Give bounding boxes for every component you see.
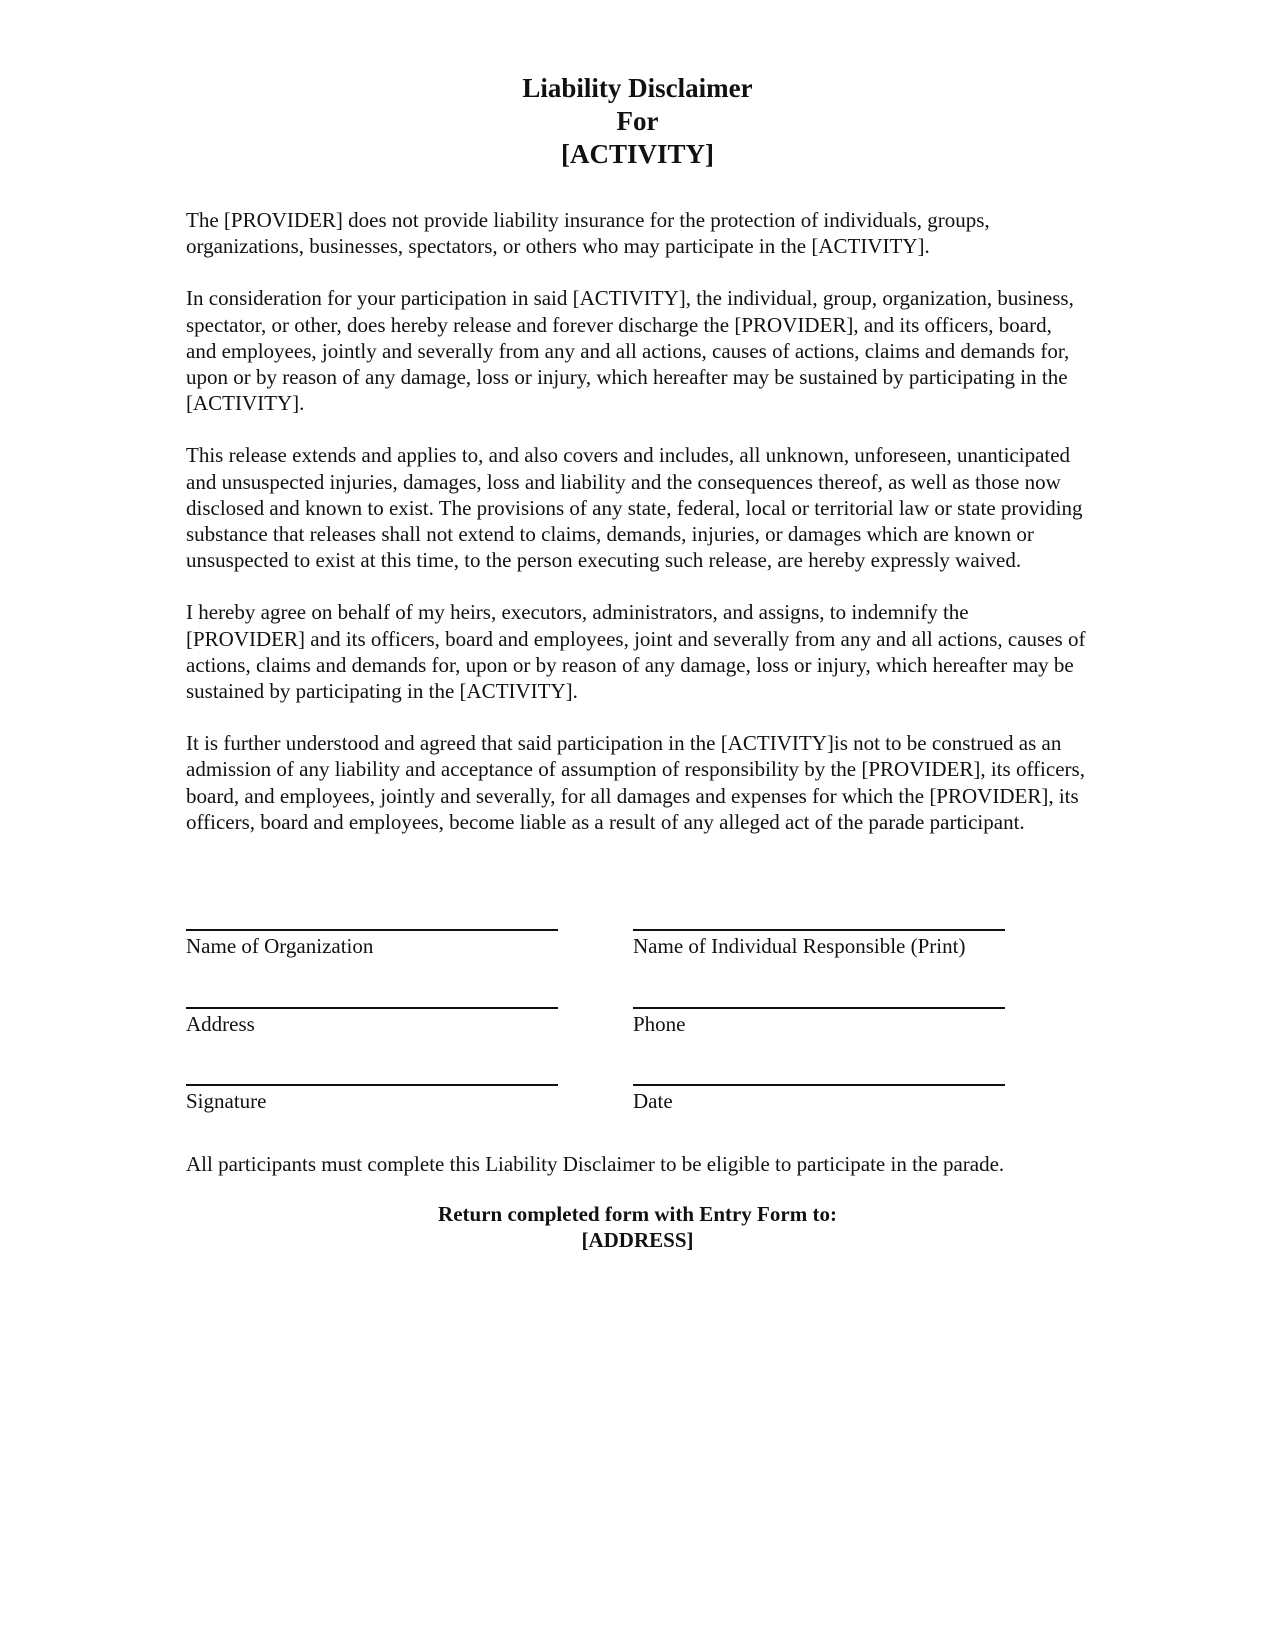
address-signature-line[interactable] [186, 1007, 558, 1009]
individual-signature-line[interactable] [633, 929, 1005, 931]
paragraph-no-admission: It is further understood and agreed that said participation in the [ACTIVITY]is not to be construed as an admission of any liability and acceptance of assumption of responsibility by the [PROVIDER], its officers, board, and employees, jointly and severally, for all damages and expenses for which the [PROVIDER], its officers, board and employees, become liable as a result of any alleged act of the parade participant. [186, 731, 1085, 834]
document-title [0, 72, 1275, 171]
signature-row-signature [0, 1084, 1275, 1134]
title-line-3: [ACTIVITY] [560, 139, 714, 169]
organization-label: Name of Organization [186, 934, 374, 958]
return-instructions [0, 1201, 1275, 1253]
date-label: Date [633, 1089, 673, 1113]
disclaimer-body [186, 207, 1086, 861]
signature-row-organization [0, 929, 1275, 979]
signature-label: Signature [186, 1089, 267, 1113]
paragraph-unknown-injuries: This release extends and applies to, and also covers and includes, all unknown, unforeseen, unanticipated and unsuspected injuries, damages, loss and liability and the consequences thereof, as well as those now disclosed and known to exist. The provisions of any state, federal, local or territorial law or state providing substance that releases shall not extend to claims, demands, injuries, or damages which are known or unsuspected to exist at this time, to the person executing such release, are hereby expressly waived. [186, 443, 1083, 573]
phone-label: Phone [633, 1012, 686, 1036]
date-signature-line[interactable] [633, 1084, 1005, 1086]
signature-row-address [0, 1007, 1275, 1057]
paragraph-indemnify: I hereby agree on behalf of my heirs, executors, administrators, and assigns, to indemnify the [PROVIDER] and its officers, board and employees, joint and severally from any and all actions, causes of actions, claims and demands for, upon or by reason of any damage, loss or injury, which hereafter may be sustained by participating in the [ACTIVITY]. [186, 600, 1086, 704]
organization-signature-line[interactable] [186, 929, 558, 931]
paragraph-release: In consideration for your participation in said [ACTIVITY], the individual, group, organization, business, spectator, or other, does hereby release and forever discharge the [PROVIDER], and its officers, board, and employees, jointly and severally from any and all actions, causes of actions, claims and demands for, upon or by reason of any damage, loss or injury, which hereafter may be sustained by participating in the [ACTIVITY]. [186, 286, 1074, 416]
address-label: Address [186, 1012, 255, 1036]
paragraph-no-insurance: The [PROVIDER] does not provide liability insurance for the protection of individuals, groups, organizations, businesses, spectators, or others who may participate in the [ACTIVITY]. [186, 208, 990, 259]
title-line-1: Liability Disclaimer [522, 73, 753, 103]
signature-signature-line[interactable] [186, 1084, 558, 1086]
eligibility-note: All participants must complete this Liability Disclaimer to be eligible to participate in the parade. [186, 1152, 1005, 1176]
phone-signature-line[interactable] [633, 1007, 1005, 1009]
title-line-2: For [616, 106, 659, 136]
individual-label: Name of Individual Responsible (Print) [633, 934, 966, 958]
return-address: [ADDRESS] [581, 1228, 694, 1252]
return-line-1: Return completed form with Entry Form to: [438, 1202, 837, 1226]
